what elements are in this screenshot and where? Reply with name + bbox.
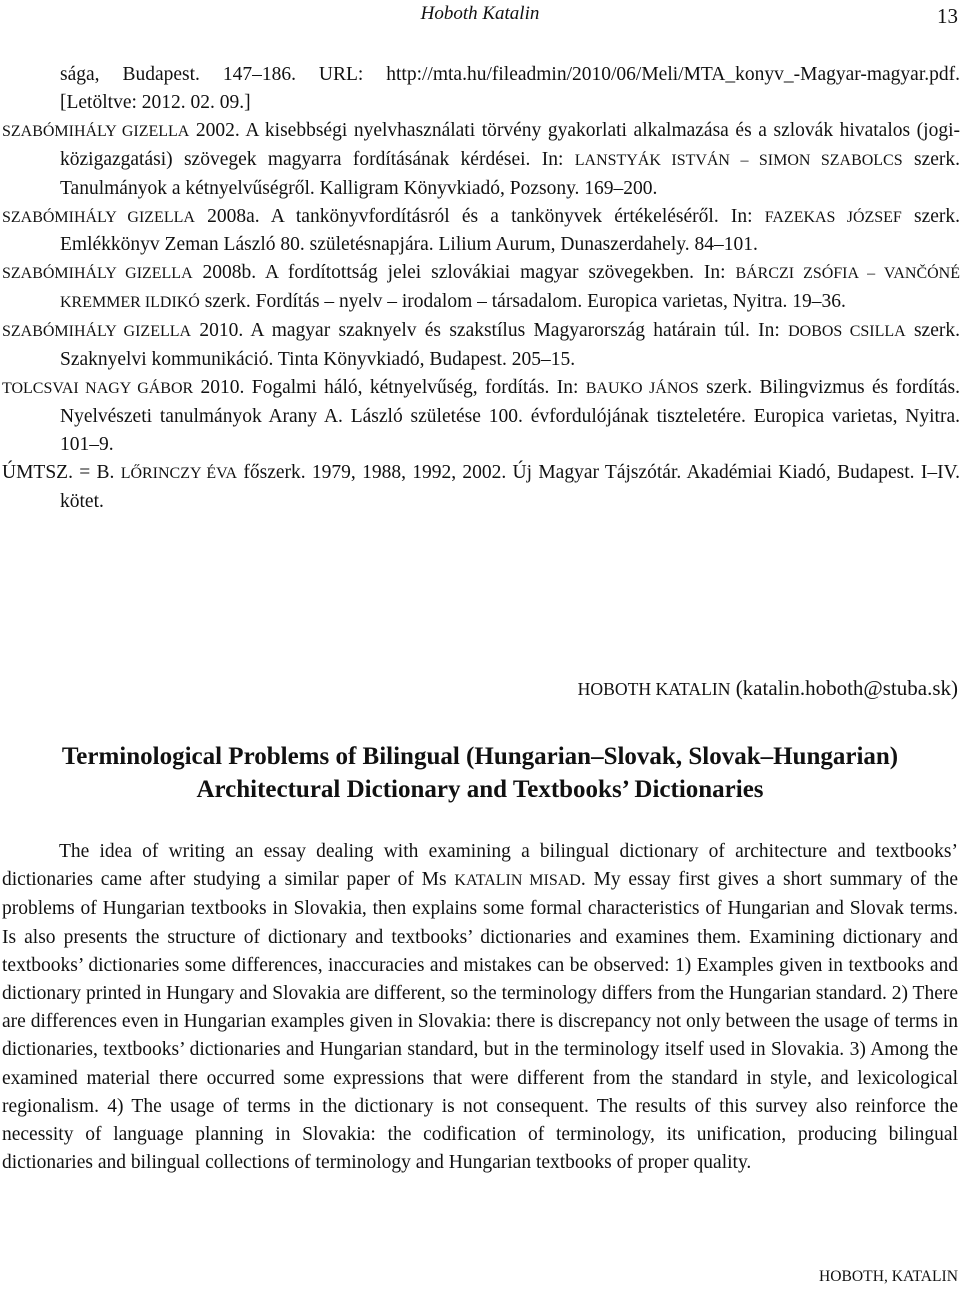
reference-text: 2008a. A tankönyvfordításról és a tankönyvek értékeléséről. In: — [194, 205, 765, 227]
running-title: Hoboth Katalin — [420, 3, 540, 24]
reference-author: SZABÓMIHÁLY GIZELLA — [2, 323, 192, 341]
reference-item — [2, 374, 960, 459]
reference-editors: LANSTYÁK ISTVÁN – SIMON SZABOLCS — [574, 151, 903, 169]
footer-author — [819, 1264, 958, 1289]
abstract-text-rest: . My essay first gives a short summary of the problems of Hungarian textbooks in Slovakia, then explains some formal characteristics of Hungarian and Slovak terms. Is also presents the structure of dictionary and textbooks’ dictionaries and examines them. Examining dictionary and textbooks’ dictionaries some differences, inaccuracies and mistakes can be observed: 1) Examples given in textbooks and dictionary printed in Hungary and Slovakia are different, so the terminology differs from the Hungarian standard. 2) There are differences even in Hungarian examples given in Slovakia: there is discrepancy not only between the usage of terms in dictionaries, textbooks’ dictionaries and Hungarian standard, but in the terminology itself used in Slovakia. 3) Among the examined material there occurred some expressions that were different from the standard in style, and lexicological regionalism. 4) The usage of terms in the dictionary is not consequent. The results of this survey also reinforce the necessity of language planning in Slovakia: the codification of terminology, its unification, producing bilingual dictionaries and bilingual collections of terminology and Hungarian textbooks of proper quality. — [2, 869, 959, 1174]
abstract-text: The idea of writing an essay dealing with examining a bilingual dictionary of architecture and textbooks’ dictionaries came after studying a similar paper of Ms — [2, 841, 958, 891]
article-title — [0, 740, 960, 806]
reference-editors: BAUKO JÁNOS — [585, 379, 699, 397]
reference-item — [2, 317, 960, 374]
reference-author: ÚMTSZ. — [2, 461, 73, 483]
footer-author-name: HOBOTH, KATALIN — [819, 1268, 958, 1285]
author-signature — [578, 674, 958, 703]
abstract-cited-name: KATALIN MISAD — [454, 872, 581, 890]
reference-text-tail: szerk. Szaknyelvi kommunikáció. Tinta Könyvkiadó, Budapest. 205–15. — [60, 320, 960, 371]
reference-text-tail: szerk. Fordítás – nyelv – irodalom – társadalom. Europica varietas, Nyitra. 19–36. — [199, 291, 846, 313]
article-title-line: Architectural Dictionary and Textbooks’ Dictionaries — [196, 776, 764, 803]
reference-author: SZABÓMIHÁLY GIZELLA — [2, 265, 193, 283]
author-name: HOBOTH KATALIN — [577, 679, 731, 699]
reference-item — [2, 203, 960, 260]
article-title-line: Terminological Problems of Bilingual (Hungarian–Slovak, Slovak–Hungarian) — [61, 743, 899, 770]
reference-text: 2002. A kisebbségi nyelvhasználati törvény gyakorlati alkalmazása és a szlovák hivatalos (jogi-közigazgatási) szövegek magyarra fordításának kérdései. In: — [60, 119, 960, 170]
reference-editors: LŐRINCZY ÉVA — [120, 464, 238, 482]
references-list — [2, 61, 960, 516]
reference-author: SZABÓMIHÁLY GIZELLA — [2, 122, 190, 140]
reference-item — [2, 259, 960, 317]
reference-text: 2010. Fogalmi háló, kétnyelvűség, fordítás. In: — [193, 376, 586, 398]
reference-continuation: sága, Budapest. 147–186. URL: http://mta.hu/fileadmin/2010/06/Meli/MTA_konyv_-Magyar-magyar.pdf. [Letöltve: 2012. 02. 09.] — [60, 64, 960, 113]
author-email: (katalin.hoboth@stuba.sk) — [730, 676, 958, 700]
page-header — [0, 0, 960, 30]
reference-text-tail: szerk. Tanulmányok a kétnyelvűségről. Kalligram Könyvkiadó, Pozsony. 169–200. — [60, 148, 960, 199]
reference-text: 2008b. A fordítottság jelei szlovákiai magyar szövegekben. In: — [192, 262, 736, 284]
reference-author: TOLCSVAI NAGY GÁBOR — [2, 379, 194, 397]
reference-text: 2010. A magyar szaknyelv és szakstílus Magyarország határain túl. In: — [191, 320, 789, 342]
abstract-paragraph — [2, 838, 958, 1177]
reference-item — [2, 459, 960, 516]
reference-editors: BÁRCZI ZSÓFIA – VANČÓNÉ KREMMER ILDIKÓ — [60, 265, 960, 312]
reference-text: = B. — [72, 461, 121, 483]
reference-author: SZABÓMIHÁLY GIZELLA — [2, 208, 195, 226]
reference-text-tail: főszerk. 1979, 1988, 1992, 2002. Új Magyar Tájszótár. Akadémiai Kiadó, Budapest. I–IV. kötet. — [60, 461, 960, 512]
reference-text-tail: szerk. Bilingvizmus és fordítás. Nyelvészeti tanulmányok Arany A. László születése 100. évfordulójának tiszteletére. Europica varietas, Nyitra. 101–9. — [60, 376, 960, 455]
reference-text-tail: szerk. Emlékkönyv Zeman László 80. születésnapjára. Lilium Aurum, Dunaszerdahely. 84–101. — [60, 205, 960, 256]
reference-item — [2, 61, 960, 117]
page-number: 13 — [937, 4, 958, 28]
reference-item — [2, 117, 960, 203]
reference-editors: FAZEKAS JÓZSEF — [764, 208, 902, 226]
reference-editors: DOBOS CSILLA — [788, 323, 906, 341]
